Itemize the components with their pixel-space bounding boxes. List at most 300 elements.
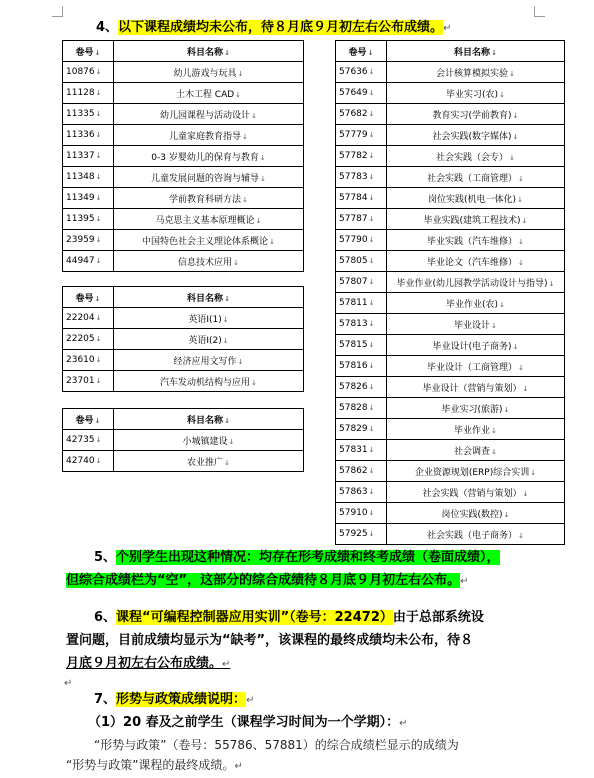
paper-code-text: 57811 [339,298,368,308]
subject-name-text: 会计核算模拟实验 [436,68,509,79]
paper-code-text: 57813 [339,319,368,329]
table-row [63,430,304,451]
paper-code-text: 57790 [339,235,368,245]
cell-mark: ↓ [368,110,375,118]
paper-code-text: 23610 [66,355,95,365]
paper-code [63,251,114,272]
cell-mark: ↓ [94,294,101,303]
paper-code [336,440,387,461]
header-code-text: 卷号 [75,47,94,58]
table-row [63,230,304,251]
subject-name [114,451,304,472]
subject-name [387,503,565,524]
cell-mark: ↓ [491,447,497,456]
table-row [63,451,304,472]
paper-code-text: 57828 [339,403,368,413]
paper-code-text: 57826 [339,382,368,392]
subject-name [387,356,565,377]
cell-mark: ↓ [368,278,375,286]
paper-code [63,329,114,350]
table-header-row [63,41,304,62]
header-code-text: 卷号 [348,47,367,58]
subject-name [387,377,565,398]
cell-mark: ↓ [368,236,375,244]
table-row [63,62,304,83]
cell-mark: ↓ [503,405,510,414]
table-row [336,503,565,524]
cell-mark: ↓ [368,194,375,202]
paper-code-text: 22204 [66,313,95,323]
subject-name-text: 马克思主义基本原理概论 [155,215,255,226]
subject-name [387,230,565,251]
header-code [63,41,114,62]
paper-code [336,104,387,125]
section-7: 7、形势与政策成绩说明：↵ [94,692,255,707]
header-subject-text: 科目名称 [454,47,491,58]
paper-code [336,482,387,503]
subject-name-text: 岗位实践(机电一体化) [428,194,517,205]
cell-mark: ↓ [95,68,102,76]
cell-mark: ↓ [95,377,102,385]
subject-name-text: 教育实习(学前教育) [432,110,512,121]
cell-mark: ↓ [259,153,266,162]
subject-name-text: 社会实践（营销与策划） [422,488,522,499]
subject-name [114,125,304,146]
table-row [336,125,565,146]
table-row [336,419,565,440]
cell-mark: ↓ [367,48,374,57]
subject-name [387,167,565,188]
table-row [336,398,565,419]
paper-code-text: 57636 [339,67,368,77]
paragraph-mark: ↵ [64,678,73,689]
paper-code [336,62,387,83]
header-code [336,41,387,62]
table-row [63,188,304,209]
cell-mark: ↓ [518,174,524,183]
cell-mark: ↓ [522,489,529,498]
cell-mark: ↓ [224,294,230,303]
paper-code-text: 22205 [66,334,95,344]
subject-name [387,251,565,272]
subject-name [114,308,304,329]
paper-code-text: 57805 [339,256,368,266]
subject-name [114,62,304,83]
subject-name [387,209,565,230]
section-4-heading: 4、以下课程成绩均未公布，待８月底９月初左右公布成绩。↵ [96,20,452,35]
subject-name [387,188,565,209]
cell-mark: ↓ [503,510,510,519]
table-row [336,356,565,377]
cell-mark: ↓ [95,335,102,343]
cell-mark: ↓ [224,416,230,425]
cell-mark: ↓ [368,173,375,181]
paper-code [336,125,387,146]
table-row [336,83,565,104]
subject-name [114,209,304,230]
subject-name-text: 幼儿游戏与玩具 [173,68,237,79]
subject-name-text: 小城镇建设 [182,436,228,447]
cell-mark: ↓ [242,132,248,141]
paper-code-text: 23959 [66,235,95,245]
table-left-1 [62,40,304,272]
paper-code [63,308,114,329]
subject-name-text: 毕业设计（营销与策划） [422,383,522,394]
table-row [63,146,304,167]
subject-name-text: 毕业论文（汽车维修） [427,257,518,268]
table-row [336,62,565,83]
paper-code-text: 42740 [66,456,95,466]
subject-name [387,461,565,482]
margin-corner-mark [52,6,63,17]
paper-code-text: 57649 [339,88,368,98]
cell-mark: ↓ [368,425,375,433]
subject-name-text: 毕业作业 [454,425,491,436]
cell-mark: ↓ [512,342,519,351]
cell-mark: ↓ [222,336,229,345]
table-row [336,335,565,356]
paper-code [336,503,387,524]
table-row [63,371,304,392]
cell-mark: ↓ [368,257,375,265]
cell-mark: ↓ [368,530,375,538]
paper-code-text: 11348 [66,172,95,182]
paper-code [63,125,114,146]
header-code [63,287,114,308]
cell-mark: ↓ [228,437,235,446]
table-row [63,209,304,230]
paper-code [336,83,387,104]
cell-mark: ↓ [94,416,101,425]
header-code [63,409,114,430]
cell-mark: ↓ [499,90,505,99]
table-row [63,125,304,146]
cell-mark: ↓ [94,48,101,57]
cell-mark: ↓ [368,509,375,517]
subject-name [114,350,304,371]
subject-name-text: 农业推广 [187,457,224,468]
paper-code [336,272,387,293]
paragraph-mark: ↵ [443,23,452,34]
paper-code [336,146,387,167]
header-subject-text: 科目名称 [187,47,224,58]
paper-code-text: 11349 [66,193,95,203]
cell-mark: ↓ [237,357,244,366]
cell-mark: ↓ [491,321,497,330]
cell-mark: ↓ [95,152,102,160]
subject-name [387,440,565,461]
paper-code [336,335,387,356]
subject-name-text: 社会实践（会专） [436,152,509,163]
paper-code-text: 42735 [66,435,95,445]
paper-code-text: 11335 [66,109,95,119]
paper-code-text: 57925 [339,529,368,539]
subject-name [387,104,565,125]
table-row [63,167,304,188]
table-row [63,329,304,350]
subject-name [387,125,565,146]
cell-mark: ↓ [518,363,524,372]
cell-mark: ↓ [251,378,257,387]
paper-code-text: 57910 [339,508,368,518]
header-code-text: 卷号 [75,293,94,304]
paper-code-text: 11336 [66,130,95,140]
subject-name-text: 毕业实习(农) [446,89,499,100]
cell-mark: ↓ [368,467,375,475]
cell-mark: ↓ [95,110,102,118]
table-row [336,167,565,188]
subject-name-text: 社会调查 [454,446,491,457]
subject-name-text: 儿童发展问题的咨询与辅导 [151,173,260,184]
table-row [336,188,565,209]
table-right [335,40,565,545]
cell-mark: ↓ [235,90,242,99]
paper-code [63,451,114,472]
table-row [336,461,565,482]
section-4-text: 以下课程成绩均未公布，待８月底９月初左右公布成绩。 [118,20,444,35]
paper-code [63,350,114,371]
cell-mark: ↓ [368,362,375,370]
subject-name [387,482,565,503]
subject-name-text: 企业资源规划(ERP)综合实训 [414,467,530,478]
subject-name [114,146,304,167]
subject-name [387,335,565,356]
cell-mark: ↓ [368,215,375,223]
cell-mark: ↓ [95,215,102,223]
table-row [336,293,565,314]
paper-code [63,167,114,188]
paper-code [336,251,387,272]
table-row [63,104,304,125]
table-row [63,350,304,371]
subject-name-text: 学前教育科研方法 [169,194,242,205]
subject-name-text: 毕业实践（汽车维修） [427,236,518,247]
cell-mark: ↓ [224,458,230,467]
section-6: 6、课程“可编程控制器应用实训”（卷号：22472）由于总部系统设 [94,610,484,625]
header-code-text: 卷号 [75,415,94,426]
cell-mark: ↓ [251,111,257,120]
cell-mark: ↓ [95,257,102,265]
paper-code-text: 57829 [339,424,368,434]
paper-code-text: 57783 [339,172,368,182]
cell-mark: ↓ [517,195,523,204]
paper-code [336,314,387,335]
cell-mark: ↓ [260,174,266,183]
paper-code [63,83,114,104]
cell-mark: ↓ [368,299,375,307]
subject-name-text: 毕业作业(幼儿园教学活动设计与指导) [396,278,548,289]
section-5: 5、个别学生出现这种情况：均存在形考成绩和终考成绩（卷面成绩）， [94,550,500,565]
table-row [63,308,304,329]
paper-code-text: 11128 [66,88,95,98]
sub-heading-1: （1）20 春及之前学生（课程学习时间为一个学期）：↵ [88,715,408,730]
margin-corner-mark [534,6,545,17]
subject-name [387,146,565,167]
table-row [336,440,565,461]
cell-mark: ↓ [237,69,244,78]
cell-mark: ↓ [522,384,529,393]
paper-code [336,209,387,230]
cell-mark: ↓ [368,383,375,391]
subject-name-text: 英语Ⅰ(2) [188,335,222,346]
cell-mark: ↓ [499,300,505,309]
subject-name [114,230,304,251]
paper-code-text: 11337 [66,151,95,161]
paper-code-text: 57815 [339,340,368,350]
subject-name-text: 社会实践(数字媒体) [432,131,512,142]
paper-code [336,524,387,545]
paper-code [336,419,387,440]
subject-name [114,167,304,188]
cell-mark: ↓ [509,153,515,162]
paper-code [336,293,387,314]
paper-code-text: 57779 [339,130,368,140]
table-row [63,251,304,272]
subject-name-text: 0-3 岁婴幼儿的保育与教育 [151,152,259,163]
table-header-row [336,41,565,62]
paper-code-text: 11395 [66,214,95,224]
subject-name [387,62,565,83]
cell-mark: ↓ [530,468,537,477]
subject-name-text: 毕业作业(农) [446,299,499,310]
cell-mark: ↓ [95,194,102,202]
cell-mark: ↓ [491,48,497,57]
cell-mark: ↓ [368,341,375,349]
table-row [336,251,565,272]
subject-name-text: 岗位实践(数控) [441,509,503,520]
paper-code [63,188,114,209]
cell-mark: ↓ [509,69,515,78]
cell-mark: ↓ [95,457,102,465]
cell-mark: ↓ [518,258,524,267]
subject-name [387,293,565,314]
cell-mark: ↓ [233,258,239,267]
table-row [336,524,565,545]
paper-code-text: 57782 [339,151,368,161]
table-row [336,482,565,503]
header-subject [387,41,565,62]
header-subject [114,409,304,430]
subject-name-text: 毕业设计（工商管理） [427,362,518,373]
subject-name-text: 毕业实习(旅游) [441,404,503,415]
subject-name [387,272,565,293]
cell-mark: ↓ [518,531,524,540]
subject-name [114,104,304,125]
cell-mark: ↓ [255,216,262,225]
cell-mark: ↓ [95,314,102,322]
subject-name [387,398,565,419]
subject-name-text: 社会实践（工商管理） [427,173,518,184]
table-row [336,272,565,293]
paper-code-text: 44947 [66,256,95,266]
cell-mark: ↓ [491,426,497,435]
subject-name-text: 幼儿园课程与活动设计 [160,110,251,121]
header-subject [114,287,304,308]
subject-name [387,524,565,545]
cell-mark: ↓ [95,131,102,139]
subject-name [387,83,565,104]
subject-name [387,314,565,335]
subject-name-text: 土木工程 CAD [175,89,235,100]
paper-code-text: 10876 [66,67,95,77]
paper-code [336,461,387,482]
table-row [336,377,565,398]
subject-name [114,188,304,209]
subject-name-text: 英语Ⅰ(1) [188,314,222,325]
subject-name [114,251,304,272]
note-line1: “形势与政策”（卷号：55786、57881）的综合成绩栏显示的成绩为 [94,738,459,752]
cell-mark: ↓ [512,111,519,120]
subject-name-text: 经济应用文写作 [173,356,237,367]
header-subject-text: 科目名称 [187,415,224,426]
paper-code [336,230,387,251]
table-header-row [63,409,304,430]
paper-code-text: 57863 [339,487,368,497]
subject-name-text: 毕业实践(建筑工程技术) [423,215,521,226]
paper-code [336,188,387,209]
cell-mark: ↓ [224,48,230,57]
subject-name-text: 毕业设计(电子商务) [432,341,512,352]
cell-mark: ↓ [512,132,519,141]
header-subject-text: 科目名称 [187,293,224,304]
cell-mark: ↓ [368,89,375,97]
paper-code-text: 57831 [339,445,368,455]
subject-name [114,430,304,451]
paper-code [63,430,114,451]
cell-mark: ↓ [95,236,102,244]
header-subject [114,41,304,62]
subject-name [387,419,565,440]
cell-mark: ↓ [368,131,375,139]
paper-code [63,209,114,230]
cell-mark: ↓ [95,356,102,364]
cell-mark: ↓ [368,68,375,76]
table-row [336,104,565,125]
paper-code [63,146,114,167]
cell-mark: ↓ [368,488,375,496]
paper-code-text: 57682 [339,109,368,119]
paper-code [63,62,114,83]
table-row [63,83,304,104]
cell-mark: ↓ [368,404,375,412]
paper-code-text: 57784 [339,193,368,203]
paper-code-text: 57787 [339,214,368,224]
section-5-line2: 但综合成绩栏为“空”，这部分的综合成绩待８月底９月初左右公布。↵ [66,573,469,588]
paper-code [63,371,114,392]
table-row [336,314,565,335]
cell-mark: ↓ [269,237,275,246]
cell-mark: ↓ [95,89,102,97]
section-6-line2: 置问题，目前成绩均显示为“缺考”，该课程的最终成绩均未公布，待８ [66,633,474,648]
cell-mark: ↓ [368,152,375,160]
paper-code-text: 57816 [339,361,368,371]
subject-name-text: 中国特色社会主义理论体系概论 [142,236,269,247]
cell-mark: ↓ [95,173,102,181]
cell-mark: ↓ [521,216,528,225]
cell-mark: ↓ [222,315,229,324]
paper-code [336,398,387,419]
cell-mark: ↓ [368,320,375,328]
paper-code-text: 23701 [66,376,95,386]
cell-mark: ↓ [368,446,375,454]
note-line2: “形势与政策”课程的最终成绩。↵ [66,758,243,772]
table-row [336,209,565,230]
paper-code [63,230,114,251]
paper-code-text: 57862 [339,466,368,476]
table-row [336,230,565,251]
table-row [336,146,565,167]
subject-name-text: 儿童家庭教育指导 [169,131,242,142]
